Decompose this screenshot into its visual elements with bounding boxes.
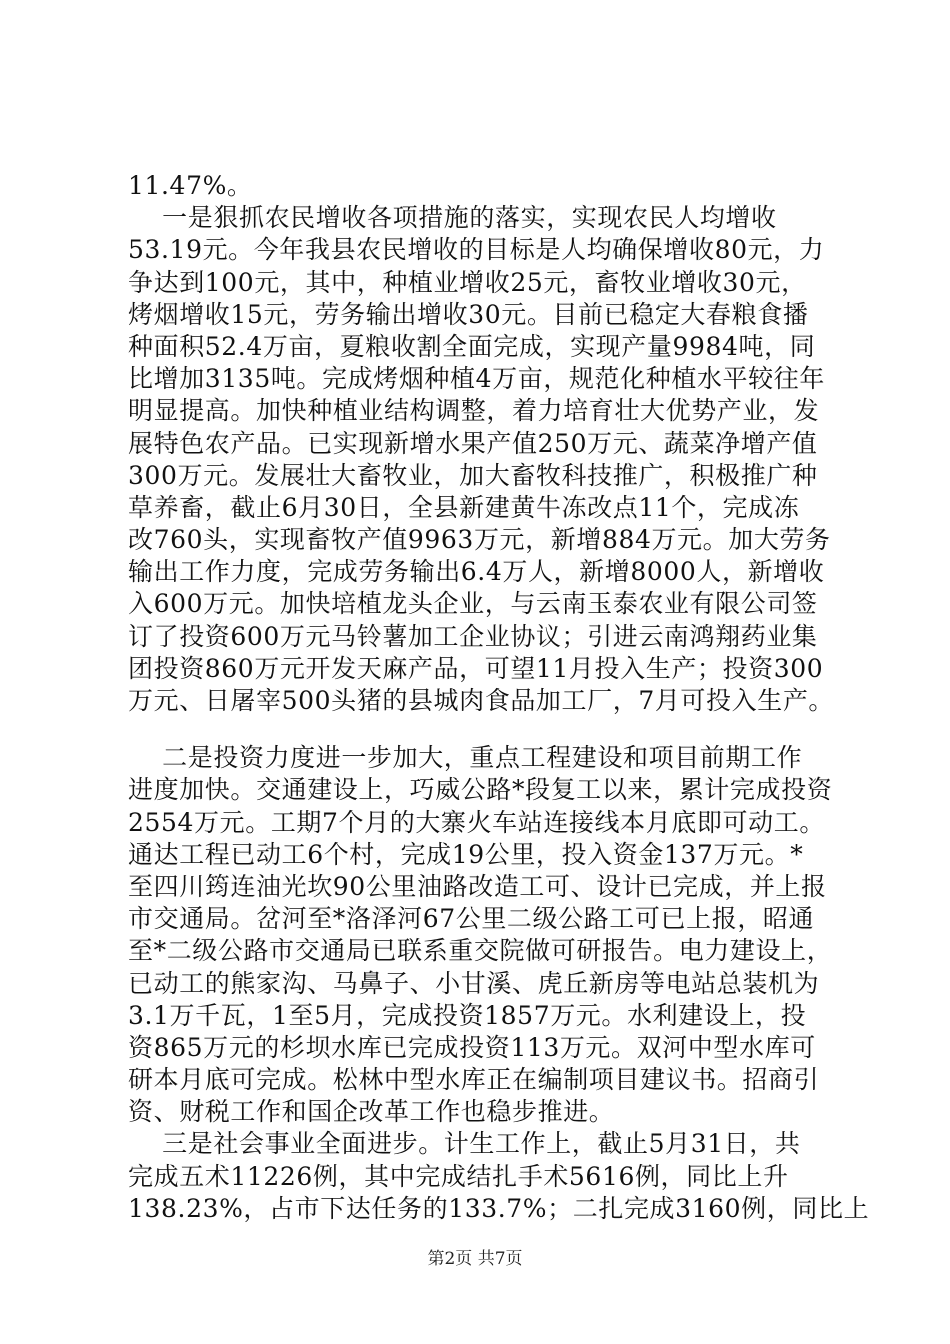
text-line: 进度加快。交通建设上，巧威公路*段复工以来，累计完成投资 (128, 775, 833, 805)
text-line: 输出工作力度，完成劳务输出6.4万人，新增8000人，新增收 (128, 557, 825, 587)
document-body (128, 170, 870, 1225)
text-line: 烤烟增收15元，劳务输出增收30元。目前已稳定大春粮食播 (128, 299, 809, 329)
text-line: 至四川筠连油光坎90公里油路改造工可、设计已完成，并上报 (128, 871, 827, 901)
text-line: 研本月底可完成。松林中型水库正在编制项目建议书。招商引 (128, 1065, 820, 1095)
text-line: 争达到100元，其中，种植业增收25元，畜牧业增收30元， (128, 267, 807, 297)
text-line: 二是投资力度进一步加大，重点工程建设和项目前期工作 (128, 743, 803, 773)
text-line: 通达工程已动工6个村，完成19公里，投入资金137万元。* (128, 839, 804, 869)
text-line: 入600万元。加快培植龙头企业，与云南玉泰农业有限公司签 (128, 589, 818, 619)
paragraph-2 (128, 202, 835, 717)
page-number-footer: 第2页 共7页 (427, 1249, 523, 1269)
text-line: 11.47%。 (128, 171, 253, 200)
text-line: 完成五术11226例，其中完成结扎手术5616例，同比上升 (128, 1161, 789, 1191)
text-line: 300万元。发展壮大畜牧业，加大畜牧科技推广，积极推广种 (128, 460, 818, 490)
text-line: 2554万元。工期7个月的大寨火车站连接线本月底即可动工。 (128, 807, 825, 837)
text-line: 至*二级公路市交通局已联系重交院做可研报告。电力建设上， (128, 936, 833, 966)
text-line: 万元、日屠宰500头猪的县城肉食品加工厂，7月可投入生产。 (128, 686, 835, 715)
text-line: 草养畜，截止6月30日，全县新建黄牛冻改点11个，完成冻 (128, 492, 800, 522)
text-line: 资865万元的杉坝水库已完成投资113万元。双河中型水库可 (128, 1032, 816, 1062)
text-line: 订了投资600万元马铃薯加工企业协议；引进云南鸿翔药业集 (128, 621, 818, 651)
text-line: 展特色农产品。已实现新增水果产值250万元、蔬菜净增产值 (128, 428, 818, 458)
text-line: 3.1万千瓦，1至5月，完成投资1857万元。水利建设上，投 (128, 1000, 807, 1030)
text-line: 138.23%，占市下达任务的133.7%；二扎完成3160例，同比上 (128, 1193, 870, 1223)
paragraph-gap (128, 717, 828, 742)
text-line: 团投资860万元开发天麻产品，可望11月投入生产；投资300 (128, 653, 824, 683)
text-line: 三是社会事业全面进步。计生工作上，截止5月31日，共 (128, 1129, 801, 1159)
text-line: 已动工的熊家沟、马鼻子、小甘溪、虎丘新房等电站总装机为 (128, 968, 820, 998)
text-line: 种面积52.4万亩，夏粮收割全面完成，实现产量9984吨，同 (128, 331, 816, 361)
text-line: 市交通局。岔河至*洛泽河67公里二级公路工可已上报，昭通 (128, 904, 815, 934)
text-line: 资、财税工作和国企改革工作也稳步推进。 (128, 1097, 615, 1127)
paragraph-1 (128, 170, 828, 202)
text-line: 53.19元。今年我县农民增收的目标是人均确保增收80元，力 (128, 235, 825, 265)
text-line: 一是狠抓农民增收各项措施的落实，实现农民人均增收 (128, 203, 777, 233)
paragraph-3 (128, 742, 870, 1225)
text-line: 比增加3135吨。完成烤烟种植4万亩，规范化种植水平较往年 (128, 364, 825, 394)
text-line: 改760头，实现畜牧产值9963万元，新增884万元。加大劳务 (128, 525, 831, 555)
text-line: 明显提高。加快种植业结构调整，着力培育壮大优势产业，发 (128, 396, 820, 426)
